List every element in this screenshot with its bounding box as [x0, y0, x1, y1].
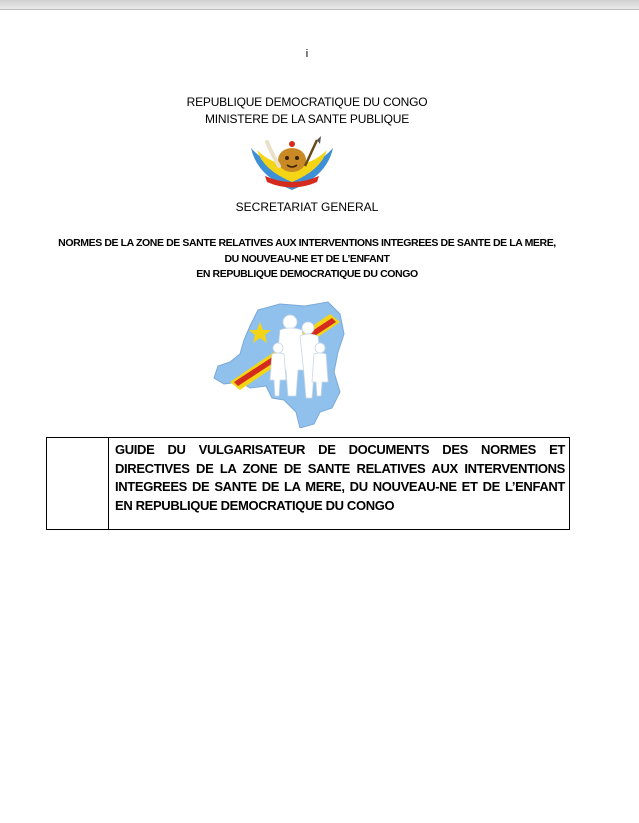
republic-heading: REPUBLIQUE DEMOCRATIQUE DU CONGO	[186, 95, 428, 109]
secretariat-heading: SECRETARIAT GENERAL	[235, 200, 379, 214]
guide-title-line: GUIDE DU VULGARISATEUR DE DOCUMENTS DES NORMES ET	[115, 442, 565, 457]
guide-title-line: INTEGREES DE SANTE DE LA MERE, DU NOUVEAU-NE ET DE L’ENFANT	[115, 479, 565, 494]
viewer-top-bar	[0, 0, 639, 10]
guide-box-left-cell	[47, 438, 109, 529]
drc-map-logo-icon	[210, 300, 360, 428]
norms-title-line: EN REPUBLIQUE DEMOCRATIQUE DU CONGO	[196, 268, 418, 280]
ministry-heading: MINISTERE DE LA SANTE PUBLIQUE	[204, 112, 410, 126]
guide-title-line: EN REPUBLIQUE DEMOCRATIQUE DU CONGO	[115, 497, 395, 513]
coat-of-arms-icon	[247, 136, 337, 193]
guide-title-box	[46, 437, 570, 530]
norms-title-line: NORMES DE LA ZONE DE SANTE RELATIVES AUX INTERVENTIONS INTEGREES DE SANTE DE LA MERE,	[58, 237, 556, 249]
norms-title	[20, 236, 594, 283]
page-number: i	[305, 48, 309, 60]
guide-title	[115, 441, 565, 515]
norms-title-line: DU NOUVEAU-NE ET DE L’ENFANT	[224, 252, 390, 265]
guide-title-line: DIRECTIVES DE LA ZONE DE SANTE RELATIVES AUX INTERVENTIONS	[115, 460, 565, 476]
